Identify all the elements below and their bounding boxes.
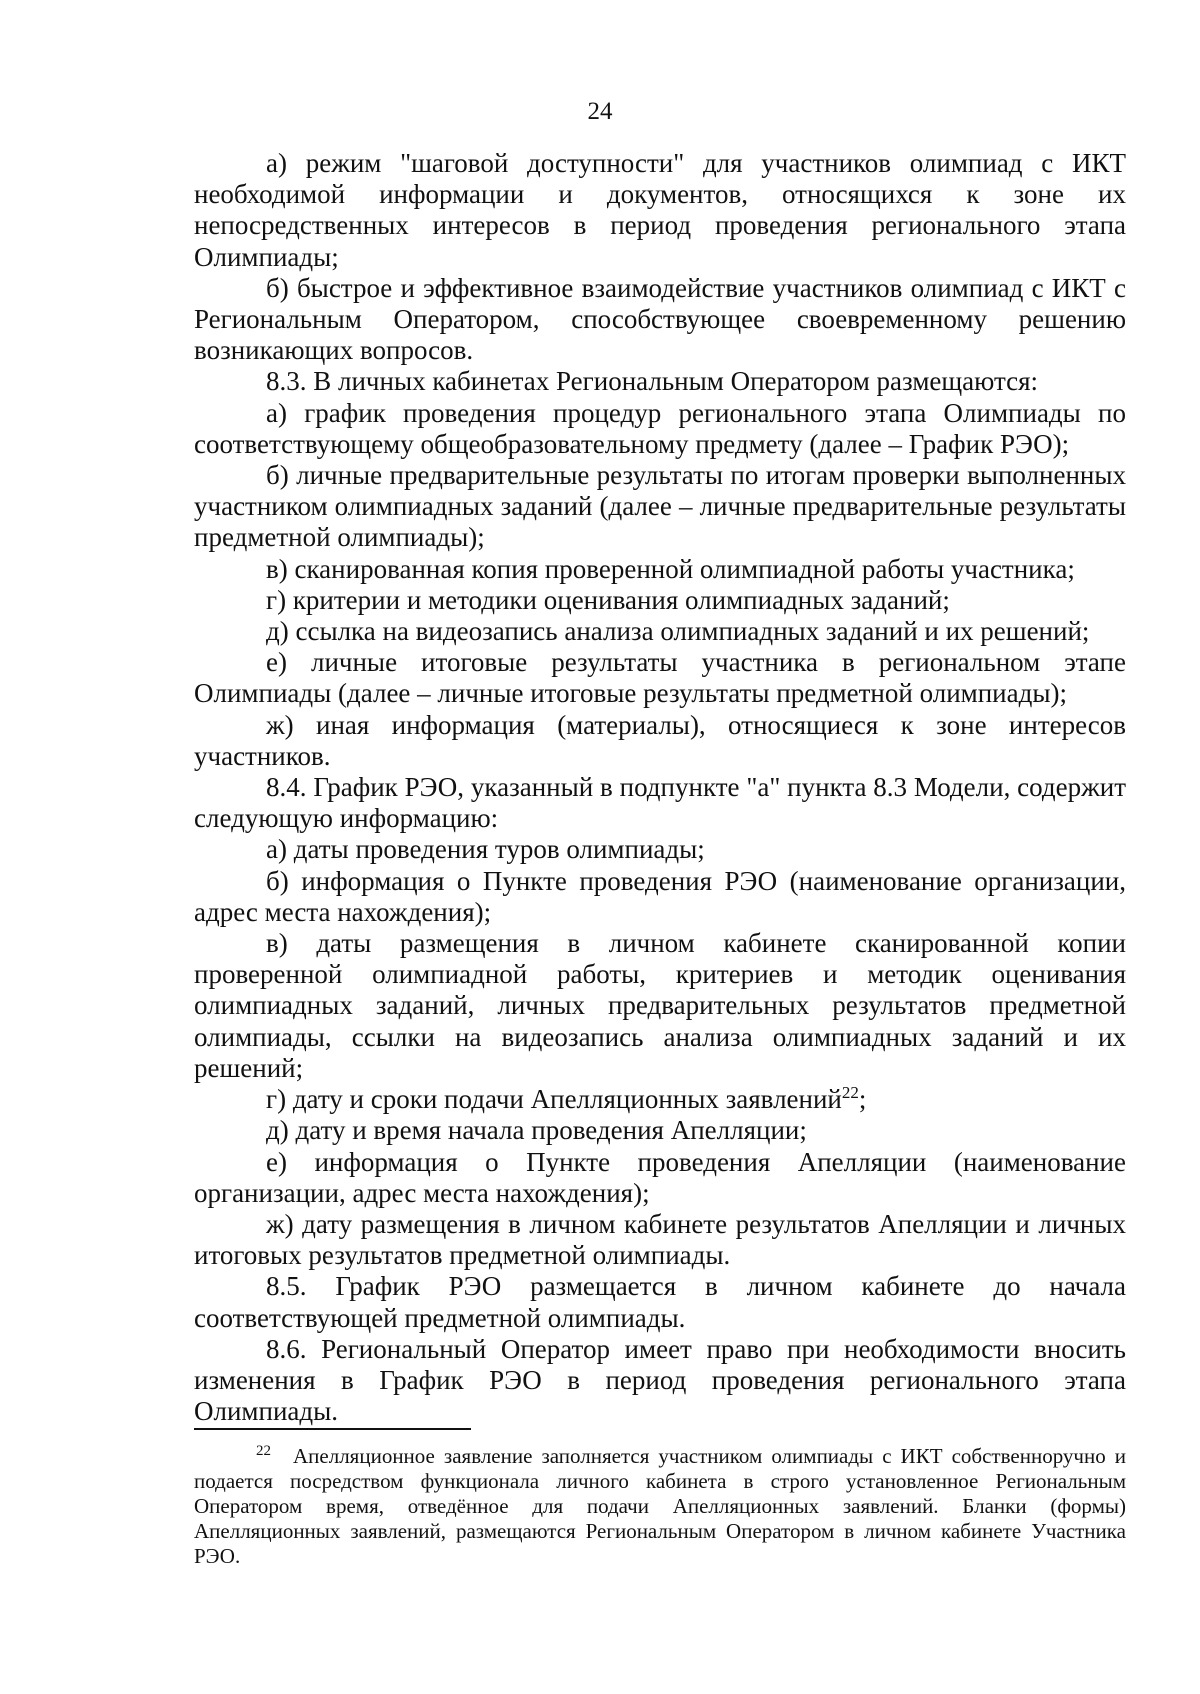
document-body [194, 148, 1126, 1427]
paragraph: 8.6. Региональный Оператор имеет право при необходимости вносить изменения в График РЭО в период проведения регионального этапа Олимпиады. [194, 1333, 1126, 1427]
footnote-text: Апелляционное заявление заполняется участником олимпиады с ИКТ собственноручно и подается посредством функционала личного кабинета в строго установленное Региональным Оператором время, отведённое для подачи Апелляционных заявлений. Бланки (формы) Апелляционных заявлений, размещаются Региональным Оператором в личном кабинете Участника РЭО. [194, 1444, 1126, 1568]
paragraph: 8.5. График РЭО размещается в личном кабинете до начала соответствующей предметной олимпиады. [194, 1271, 1126, 1333]
paragraph: а) график проведения процедур регионального этапа Олимпиады по соответствующему общеобразовательному предмету (далее – График РЭО); [194, 397, 1126, 459]
paragraph: ж) иная информация (материалы), относящиеся к зоне интересов участников. [194, 709, 1126, 771]
paragraph: в) сканированная копия проверенной олимпиадной работы участника; [266, 553, 1075, 584]
paragraph-with-footnote-ref [194, 1084, 1126, 1115]
paragraph: д) дату и время начала проведения Апелляции; [266, 1115, 807, 1146]
paragraph: ж) дату размещения в личном кабинете результатов Апелляции и личных итоговых результатов предметной олимпиады. [194, 1208, 1126, 1271]
footnote-divider [194, 1428, 471, 1430]
paragraph: г) критерии и методики оценивания олимпиадных заданий; [266, 584, 950, 615]
paragraph: б) личные предварительные результаты по итогам проверки выполненных участником олимпиадных заданий (далее – личные предварительные результаты предметной олимпиады); [194, 460, 1126, 553]
paragraph: а) даты проведения туров олимпиады; [266, 834, 705, 865]
page-number: 24 [587, 98, 613, 125]
paragraph-text: г) дату и сроки подачи Апелляционных заявлений [266, 1084, 842, 1115]
paragraph-tail: ; [858, 1084, 867, 1115]
paragraph: е) информация о Пункте проведения Апелляции (наименование организации, адрес места нахождения); [194, 1146, 1126, 1208]
paragraph: 8.4. График РЭО, указанный в подпункте "а" пункта 8.3 Модели, содержит следующую информацию: [194, 772, 1126, 834]
footnote-mark: 22 [256, 1443, 271, 1459]
paragraph: б) информация о Пункте проведения РЭО (наименование организации, адрес места нахождения); [194, 865, 1126, 927]
paragraph: а) режим "шаговой доступности" для участников олимпиад с ИКТ необходимой информации и документов, относящихся к зоне их непосредственных интересов в период проведения регионального этапа Олимпиады; [194, 148, 1126, 272]
paragraph: д) ссылка на видеозапись анализа олимпиадных заданий и их решений; [266, 616, 1090, 647]
paragraph: 8.3. В личных кабинетах Региональным Оператором размещаются: [266, 366, 1039, 397]
paragraph: в) даты размещения в личном кабинете сканированной копии проверенной олимпиадной работы, критериев и методик оценивания олимпиадных заданий, личных предварительных результатов предметной олимпиады, ссылки на видеозапись анализа олимпиадных заданий и их решений; [194, 928, 1126, 1083]
paragraph: б) быстрое и эффективное взаимодействие участников олимпиад с ИКТ с Региональным Оператором, способствующее своевременному решению возникающих вопросов. [194, 272, 1126, 366]
footnote-reference[interactable]: 22 [841, 1083, 859, 1103]
paragraph: е) личные итоговые результаты участника в региональном этапе Олимпиады (далее – личные итоговые результаты предметной олимпиады); [194, 647, 1126, 709]
footnote [194, 1444, 1126, 1569]
